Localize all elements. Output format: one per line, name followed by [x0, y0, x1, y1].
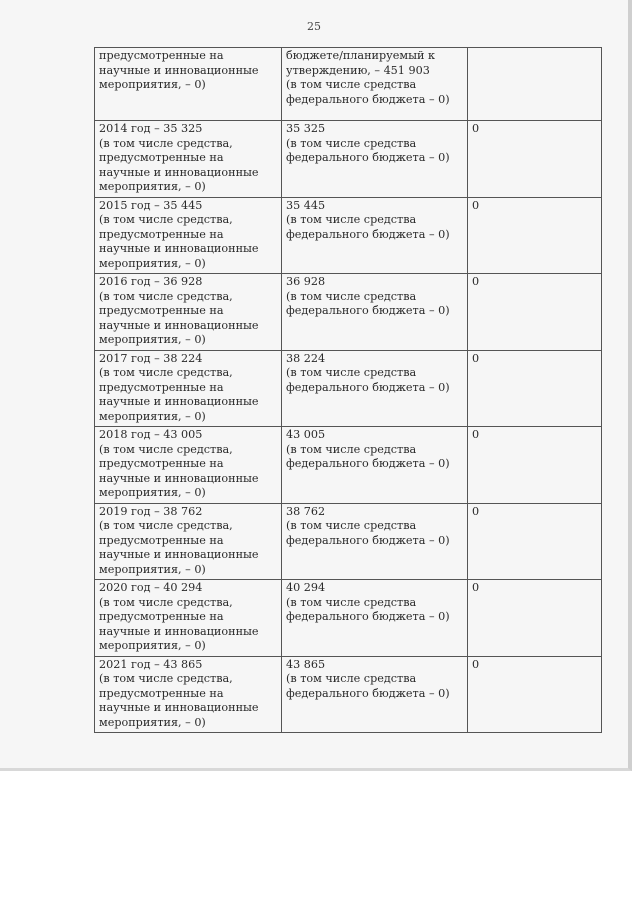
- table-cell: [282, 121, 468, 198]
- cell-text-line: (в том числе средства: [286, 366, 417, 379]
- cell-text-line: 2019 год – 38 762: [99, 504, 203, 518]
- cell-text-line: (в том числе средства: [286, 442, 417, 456]
- table-cell: [468, 197, 602, 274]
- table-cell: [95, 48, 282, 121]
- table-cell: [95, 197, 282, 274]
- cell-text-line: 35 445: [286, 198, 326, 212]
- cell-text-line: (в том числе средства: [286, 213, 417, 226]
- table-row: [95, 427, 602, 504]
- cell-text-line: научные и инновационные: [99, 701, 259, 714]
- table-row: [95, 121, 602, 198]
- cell-text-line: научные и инновационные: [99, 548, 259, 561]
- cell-text-line: (в том числе средства,: [99, 519, 233, 532]
- cell-text-line: федерального бюджета – 0): [286, 533, 450, 547]
- cell-text-line: 38 224: [286, 351, 326, 365]
- cell-text-line: 2014 год – 35 325: [99, 122, 203, 135]
- table-cell: [95, 503, 282, 580]
- table-cell: [468, 427, 602, 504]
- cell-text-line: 2017 год – 38 224: [99, 351, 203, 365]
- cell-text-line: 0: [472, 657, 480, 671]
- table-cell: [282, 48, 468, 121]
- cell-text-line: (в том числе средства: [286, 672, 417, 685]
- cell-text-line: утверждению, – 451 903: [286, 63, 430, 77]
- cell-text-line: мероприятия, – 0): [99, 409, 206, 423]
- table-row: [95, 197, 602, 274]
- table-cell: [282, 350, 468, 427]
- cell-text-line: мероприятия, – 0): [99, 715, 206, 729]
- cell-text-line: (в том числе средства,: [99, 366, 233, 379]
- cell-text-line: предусмотренные на: [99, 686, 224, 700]
- cell-text-line: 38 762: [286, 504, 326, 518]
- table-cell: [468, 350, 602, 427]
- table-cell: [282, 656, 468, 733]
- table-cell: [282, 503, 468, 580]
- cell-text-line: научные и инновационные: [99, 624, 259, 638]
- cell-text-line: (в том числе средства,: [99, 213, 233, 226]
- page-number: 25: [307, 20, 321, 33]
- table-row: [95, 48, 602, 121]
- cell-text-line: федерального бюджета – 0): [286, 227, 450, 241]
- cell-text-line: 2018 год – 43 005: [99, 428, 203, 441]
- cell-text-line: 43 005: [286, 428, 326, 441]
- cell-text-line: научные и инновационные: [99, 242, 259, 255]
- cell-text-line: научные и инновационные: [99, 63, 259, 77]
- cell-text-line: 40 294: [286, 581, 326, 594]
- cell-text-line: (в том числе средства: [286, 289, 417, 303]
- cell-text-line: федерального бюджета – 0): [286, 380, 450, 394]
- table-cell: [95, 350, 282, 427]
- table-cell: [468, 503, 602, 580]
- cell-text-line: (в том числе средства: [286, 136, 417, 150]
- cell-text-line: научные и инновационные: [99, 165, 259, 179]
- cell-text-line: предусмотренные на: [99, 380, 224, 394]
- budget-table-body: [95, 48, 602, 733]
- cell-text-line: предусмотренные на: [99, 533, 224, 547]
- cell-text-line: мероприятия, – 0): [99, 562, 206, 576]
- cell-text-line: (в том числе средства: [286, 595, 417, 609]
- cell-text-line: (в том числе средства,: [99, 289, 233, 303]
- cell-text-line: 0: [472, 504, 480, 518]
- table-cell: [95, 274, 282, 351]
- cell-text-line: 2015 год – 35 445: [99, 198, 203, 212]
- table-cell: [95, 427, 282, 504]
- cell-text-line: федерального бюджета – 0): [286, 304, 450, 317]
- cell-text-line: мероприятия, – 0): [99, 256, 206, 270]
- table-cell: [282, 274, 468, 351]
- table-cell: [95, 656, 282, 733]
- cell-text-line: 36 928: [286, 275, 326, 288]
- table-cell: [468, 48, 602, 121]
- table-cell: [282, 197, 468, 274]
- cell-text-line: мероприятия, – 0): [99, 486, 206, 499]
- cell-text-line: научные и инновационные: [99, 471, 259, 485]
- cell-text-line: бюджете/планируемый к: [286, 49, 435, 62]
- cell-text-line: федерального бюджета – 0): [286, 151, 450, 164]
- cell-text-line: 0: [472, 351, 480, 365]
- cell-text-line: предусмотренные на: [99, 610, 224, 623]
- cell-text-line: федерального бюджета – 0): [286, 610, 450, 623]
- cell-text-line: мероприятия, – 0): [99, 639, 206, 652]
- cell-text-line: 0: [472, 122, 480, 135]
- cell-text-line: мероприятия, – 0): [99, 180, 206, 193]
- cell-text-line: 2016 год – 36 928: [99, 275, 203, 288]
- cell-text-line: предусмотренные на: [99, 49, 224, 62]
- cell-text-line: федерального бюджета – 0): [286, 686, 450, 700]
- cell-text-line: 35 325: [286, 122, 326, 135]
- cell-text-line: мероприятия, – 0): [99, 333, 206, 346]
- table-row: [95, 580, 602, 657]
- table-cell: [468, 656, 602, 733]
- table-cell: [95, 580, 282, 657]
- cell-text-line: 2021 год – 43 865: [99, 657, 203, 671]
- table-row: [95, 350, 602, 427]
- cell-text-line: (в том числе средства,: [99, 442, 233, 456]
- cell-text-line: федерального бюджета – 0): [286, 457, 450, 470]
- cell-text-line: 0: [472, 198, 480, 212]
- table-row: [95, 503, 602, 580]
- table-row: [95, 274, 602, 351]
- table-cell: [282, 427, 468, 504]
- cell-text-line: (в том числе средства: [286, 519, 417, 532]
- cell-text-line: 43 865: [286, 657, 326, 671]
- cell-text-line: (в том числе средства: [286, 78, 417, 91]
- cell-text-line: (в том числе средства,: [99, 595, 233, 609]
- cell-text-line: 0: [472, 428, 480, 441]
- cell-text-line: мероприятия, – 0): [99, 78, 206, 91]
- cell-text-line: научные и инновационные: [99, 318, 259, 332]
- table-cell: [468, 274, 602, 351]
- cell-text-line: 0: [472, 581, 480, 594]
- budget-table: [94, 47, 602, 733]
- cell-text-line: 2020 год – 40 294: [99, 581, 203, 594]
- cell-text-line: федерального бюджета – 0): [286, 92, 450, 106]
- cell-text-line: 0: [472, 275, 480, 288]
- table-cell: [282, 580, 468, 657]
- cell-text-line: (в том числе средства,: [99, 136, 233, 150]
- table-cell: [468, 121, 602, 198]
- table-cell: [95, 121, 282, 198]
- cell-text-line: предусмотренные на: [99, 227, 224, 241]
- table-row: [95, 656, 602, 733]
- cell-text-line: научные и инновационные: [99, 395, 259, 408]
- table-cell: [468, 580, 602, 657]
- cell-text-line: предусмотренные на: [99, 304, 224, 317]
- cell-text-line: предусмотренные на: [99, 457, 224, 470]
- cell-text-line: (в том числе средства,: [99, 672, 233, 685]
- cell-text-line: предусмотренные на: [99, 151, 224, 164]
